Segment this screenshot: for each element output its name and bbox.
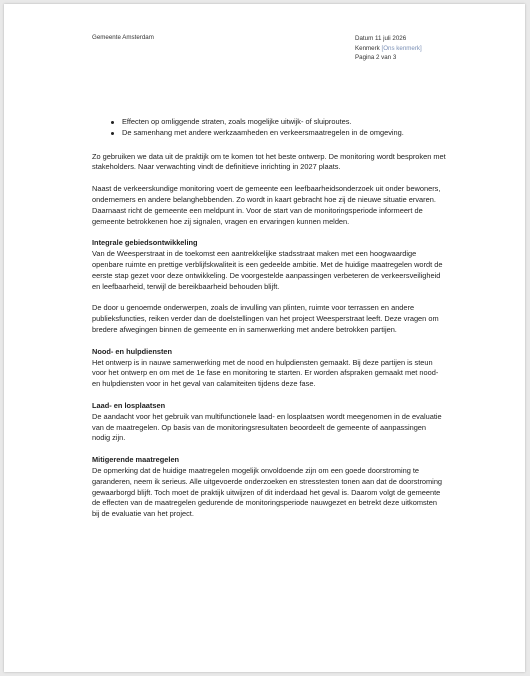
body-content xyxy=(92,117,446,531)
section-heading: Mitigerende maatregelen xyxy=(92,455,180,465)
page-number: Pagina 2 van 3 xyxy=(355,54,397,61)
section-heading: Nood- en hulpdiensten xyxy=(92,346,173,356)
reference-placeholder: [Ons kenmerk] xyxy=(381,44,422,52)
reference-label: Kenmerk xyxy=(355,44,380,52)
document-meta xyxy=(355,34,422,63)
organization-name: Gemeente Amsterdam xyxy=(92,34,154,41)
list-item: De samenhang met andere werkzaamheden en verkeersmaatregelen in de omgeving. xyxy=(92,128,446,139)
section-hulpdiensten xyxy=(92,347,446,390)
section-paragraph: Het ontwerp is in nauwe samenwerking met de nood en hulpdiensten gemaakt. Bij deze partijen is steun voor het ontwerp en om met de 1e fase en monitoring te starten. Er worden afspraken gemaakt met nood- en hulpdiensten voor in het geval van calamiteiten tijdens deze fase. xyxy=(92,357,439,389)
section-paragraph: Van de Weesperstraat in de toekomst een aantrekkelijke stadsstraat maken met een hoogwaardige openbare ruimte en prettige verblijfskwaliteit is een gedeelde ambitie. Met de huidige maatregelen wordt de eerste stap gezet voor deze ontwikkeling. De voorgestelde aanpassingen verbeteren de verkeersveiligheid en leefbaarheid, terwijl de bereikbaarheid behouden blijft. xyxy=(92,249,443,291)
date-label: Datum xyxy=(355,35,374,42)
document-page xyxy=(4,4,525,672)
section-heading: Laad- en losplaatsen xyxy=(92,400,166,410)
section-mitigerende-maatregelen xyxy=(92,455,446,520)
section-paragraph: De door u genoemde onderwerpen, zoals de invulling van plinten, ruimte voor terrassen en andere publieksfuncties, reiken verder dan de doelstellingen van het project Weesperstraat leeft. Deze vragen om bredere afwegingen binnen de gemeente en in samenwerking met andere betrokken partijen. xyxy=(92,303,439,334)
paragraph-leefbaarheid: Naast de verkeerskundige monitoring voert de gemeente een leefbaarheidsonderzoek uit onder bewoners, ondernemers en andere belanghebbenden. Zo wordt in kaart gebracht hoe zij de nieuwe situatie ervaren. Daarnaast richt de gemeente een meldpunt in. Voor de start van de monitoringsperiode informeert de gemeente betrokkenen hoe zij signalen, vragen en ervaringen kunnen melden. xyxy=(92,184,441,226)
section-paragraph: De aandacht voor het gebruik van multifunctionele laad- en losplaatsen wordt meegenomen in de evaluatie van de maatregelen. Op basis van de monitoringsresultaten beoordeelt de gemeente of aanpassingen nodig zijn. xyxy=(92,411,442,443)
section-gebiedsontwikkeling xyxy=(92,238,446,335)
section-heading: Integrale gebiedsontwikkeling xyxy=(92,238,198,248)
section-laad-losplaatsen xyxy=(92,401,446,444)
date-line xyxy=(355,34,422,44)
paragraph-monitoring: Zo gebruiken we data uit de praktijk om te komen tot het beste ontwerp. De monitoring wordt besproken met stakeholders. Naar verwachting vindt de definitieve inrichting in 2027 plaats. xyxy=(92,151,446,172)
reference-line xyxy=(355,44,422,54)
bullet-list xyxy=(92,117,446,139)
section-paragraph: De opmerking dat de huidige maatregelen mogelijk onvoldoende zijn om een goede doorstroming te garanderen, neem ik serieus. Alle uitgevoerde onderzoeken en stresstesten tonen aan dat de doorstroming gewaarborgd blijft. Toch moet de praktijk uitwijzen of dit inderdaad het geval is. Daarom volgt de gemeente de effecten van de maatregelen gedurende de monitoringsperiode nauwgezet en betrekt deze uitkomsten bij de evaluatie van het project. xyxy=(92,465,443,519)
date-value: 11 juli 2026 xyxy=(374,35,407,42)
list-item: Effecten op omliggende straten, zoals mogelijke uitwijk- of sluiproutes. xyxy=(92,117,446,128)
